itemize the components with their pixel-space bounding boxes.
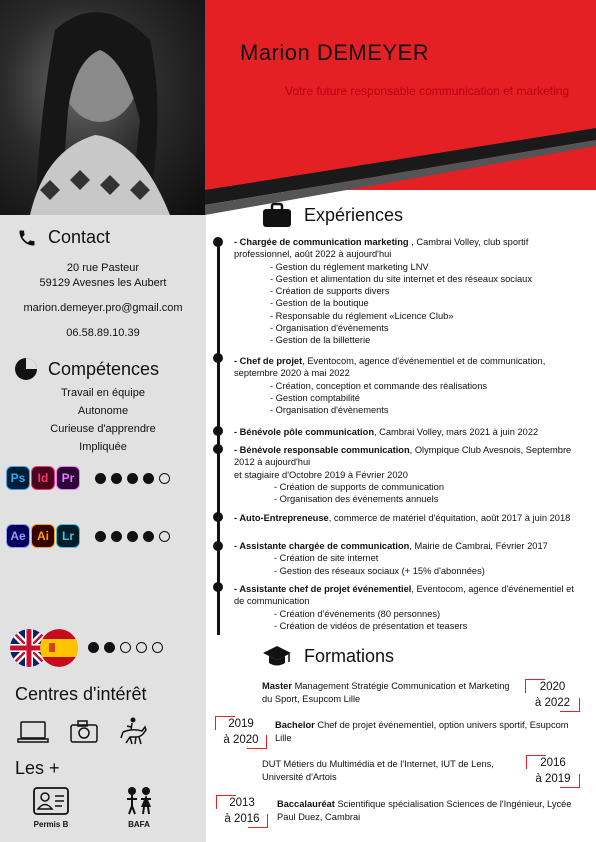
camera-icon (69, 719, 99, 745)
exp-detail: , Mairie de Cambrai, Février 2017 (409, 541, 548, 551)
year-end: à 2020 (223, 734, 259, 746)
laptop-icon (17, 719, 49, 745)
email-text[interactable]: marion.demeyer.pro@gmail.com (23, 302, 183, 314)
contact-title: Contact (48, 227, 111, 247)
experiences-title: Expériences (304, 204, 404, 225)
indesign-icon: Id (31, 466, 55, 490)
skill-item: Curieuse d'apprendre (50, 423, 156, 435)
software-level-2 (95, 531, 175, 542)
exp-task: - Gestion et alimentation du site internet et des réseaux sociaux (270, 273, 533, 284)
exp-task: - Gestion comptabilité (270, 392, 360, 403)
experience-item (234, 583, 584, 632)
level-dot (159, 473, 170, 484)
skill-item: Impliquée (79, 441, 127, 453)
timeline-dot (213, 444, 223, 454)
formation-detail: DUT Métiers du Multimédia et de l'Internet, IUT de Lens, Université d'Artois (262, 759, 494, 782)
formations-heading (262, 643, 394, 669)
year-start: 2016 (540, 757, 566, 769)
spain-flag-icon (40, 629, 78, 667)
level-dot (159, 531, 170, 542)
experience-item (234, 512, 584, 524)
timeline-dot (213, 582, 223, 592)
tagline: Votre future responsable communication et marketing (285, 84, 570, 98)
formation-detail: Chef de projet événementiel, option univers sportif, Esupcom Lille (275, 720, 569, 743)
graduation-cap-icon (262, 643, 292, 669)
year-end: à 2022 (534, 697, 571, 709)
timeline-dot (213, 426, 223, 436)
phone-icon (16, 228, 38, 248)
exp-detail: , Cambrai Volley, club sportif professionnel, août 2022 à aujourd'hui (234, 237, 529, 260)
exp-task: - Organisation des événements annuels (274, 494, 439, 505)
id-card-icon (32, 786, 70, 816)
full-name: Marion DEMEYER (240, 40, 430, 65)
level-dot (143, 473, 154, 484)
phone-text: 06.58.89.10.39 (66, 327, 140, 339)
timeline-dot (213, 512, 223, 522)
after-effects-icon: Ae (6, 524, 30, 548)
pie-chart-icon (14, 357, 38, 381)
exp-task: - Organisation d'évènements (270, 323, 389, 334)
formations-title: Formations (304, 645, 395, 666)
experience-item (234, 540, 584, 577)
interests-heading (15, 684, 147, 705)
children-icon (122, 786, 156, 816)
level-dot (127, 473, 138, 484)
competences-heading (14, 357, 159, 381)
skill-item: Travail en équipe (61, 387, 145, 399)
bafa-label: BAFA (128, 820, 150, 829)
timeline-dot (213, 237, 223, 247)
level-dot (95, 531, 106, 542)
year-start: 2013 (229, 797, 255, 809)
language-level (88, 642, 168, 653)
formation-detail: Management Stratégie Communication et Marketing du Sport, Esupcom Lille (262, 681, 510, 704)
exp-title: - Auto-Entrepreneuse (234, 513, 329, 523)
formation-degree: Master (262, 681, 292, 691)
extras-heading (15, 758, 60, 779)
briefcase-icon (262, 202, 292, 228)
profile-photo (0, 0, 205, 215)
exp-detail: , Eventocom, agence d'événementiel et de communication, septembre 2020 à mai 2022 (234, 356, 546, 379)
address-line2: 59129 Avesnes les Aubert (39, 277, 167, 289)
level-dot (136, 642, 147, 653)
year-start: 2019 (228, 718, 254, 730)
competences-title: Compétences (48, 358, 160, 379)
experience-item (234, 444, 584, 505)
exp-extra: et stagiaire d'Octobre 2019 à Février 2020 (234, 469, 408, 480)
exp-task: - Gestion des réseaux sociaux (+ 15% d'abonnées) (274, 565, 485, 576)
level-dot (120, 642, 131, 653)
permis-label: Permis B (33, 820, 69, 829)
formation-item (277, 798, 577, 824)
photoshop-icon: Ps (6, 466, 30, 490)
extras-title: Les + (15, 758, 60, 778)
horse-rider-icon (118, 716, 148, 748)
exp-detail: , Olympique Club Avesnois, Septembre 2012 à aujourd'hui (234, 445, 572, 468)
exp-task: - Responsable du réglement «Licence Club» (270, 310, 454, 321)
formation-item (262, 680, 512, 706)
formation-year (526, 755, 580, 787)
experiences-heading (262, 202, 403, 228)
exp-task: - Création, conception et commande des réalisations (270, 380, 488, 391)
exp-task: - Gestion de la boutique (270, 298, 369, 309)
exp-title: - Chef de projet (234, 356, 303, 366)
exp-detail: , Cambrai Volley, mars 2021 à juin 2022 (374, 427, 539, 437)
level-dot (104, 642, 115, 653)
contact-heading (16, 227, 110, 248)
exp-task: - Gestion du réglement marketing LNV (270, 261, 429, 272)
exp-title: - Bénévole responsable communication (234, 445, 410, 455)
experience-item (234, 426, 584, 438)
exp-title: - Assistante chargée de communication (234, 541, 410, 551)
exp-title: - Bénévole pôle communication (234, 427, 374, 437)
exp-task: - Création de vidéos de présentation et teasers (274, 620, 468, 631)
exp-detail: , commerce de matériel d'équitation, août 2017 à juin 2018 (328, 513, 571, 523)
address-line1: 20 rue Pasteur (66, 262, 140, 274)
level-dot (111, 473, 122, 484)
formation-year (216, 795, 268, 827)
exp-title: - Assistante chef de projet événementiel (234, 584, 412, 594)
formation-degree: Bachelor (275, 720, 315, 730)
software-row-2 (6, 524, 175, 548)
exp-task: - Création de supports divers (270, 286, 390, 297)
illustrator-icon: Ai (31, 524, 55, 548)
software-level-1 (95, 473, 175, 484)
skill-item: Autonome (77, 405, 129, 417)
exp-task: - Organisation d'évènements (270, 405, 389, 416)
level-dot (88, 642, 99, 653)
formation-item (262, 758, 524, 784)
exp-title: - Chargée de communication marketing (234, 237, 409, 247)
formation-item (275, 719, 575, 745)
software-row-1 (6, 466, 175, 490)
exp-task: - Gestion de la billetterie (270, 335, 371, 346)
timeline-dot (213, 541, 223, 551)
experience-item (234, 236, 584, 347)
formation-year (525, 679, 580, 711)
year-start: 2020 (539, 681, 566, 693)
exp-task: - Création d'événements (80 personnes) (274, 608, 441, 619)
level-dot (95, 473, 106, 484)
interests-title: Centres d'intérêt (15, 684, 147, 704)
level-dot (111, 531, 122, 542)
formation-detail: Scientifique spécialisation Sciences de l'Ingénieur, Lycée Paul Duez, Cambrai (277, 799, 572, 822)
exp-detail: , Eventocom, agence d'événementiel et de communication (234, 584, 574, 607)
exp-task: - Création de site internet (274, 553, 379, 564)
premiere-icon: Pr (56, 466, 80, 490)
lightroom-icon: Lr (56, 524, 80, 548)
formation-degree: Baccalauréat (277, 799, 335, 809)
timeline-dot (213, 353, 223, 363)
formation-year (215, 716, 267, 748)
level-dot (127, 531, 138, 542)
exp-task: - Création de supports de communication (274, 481, 445, 492)
timeline-line (217, 242, 220, 635)
year-end: à 2016 (224, 813, 260, 825)
experience-item (234, 355, 584, 416)
year-end: à 2019 (535, 773, 571, 785)
level-dot (143, 531, 154, 542)
level-dot (152, 642, 163, 653)
